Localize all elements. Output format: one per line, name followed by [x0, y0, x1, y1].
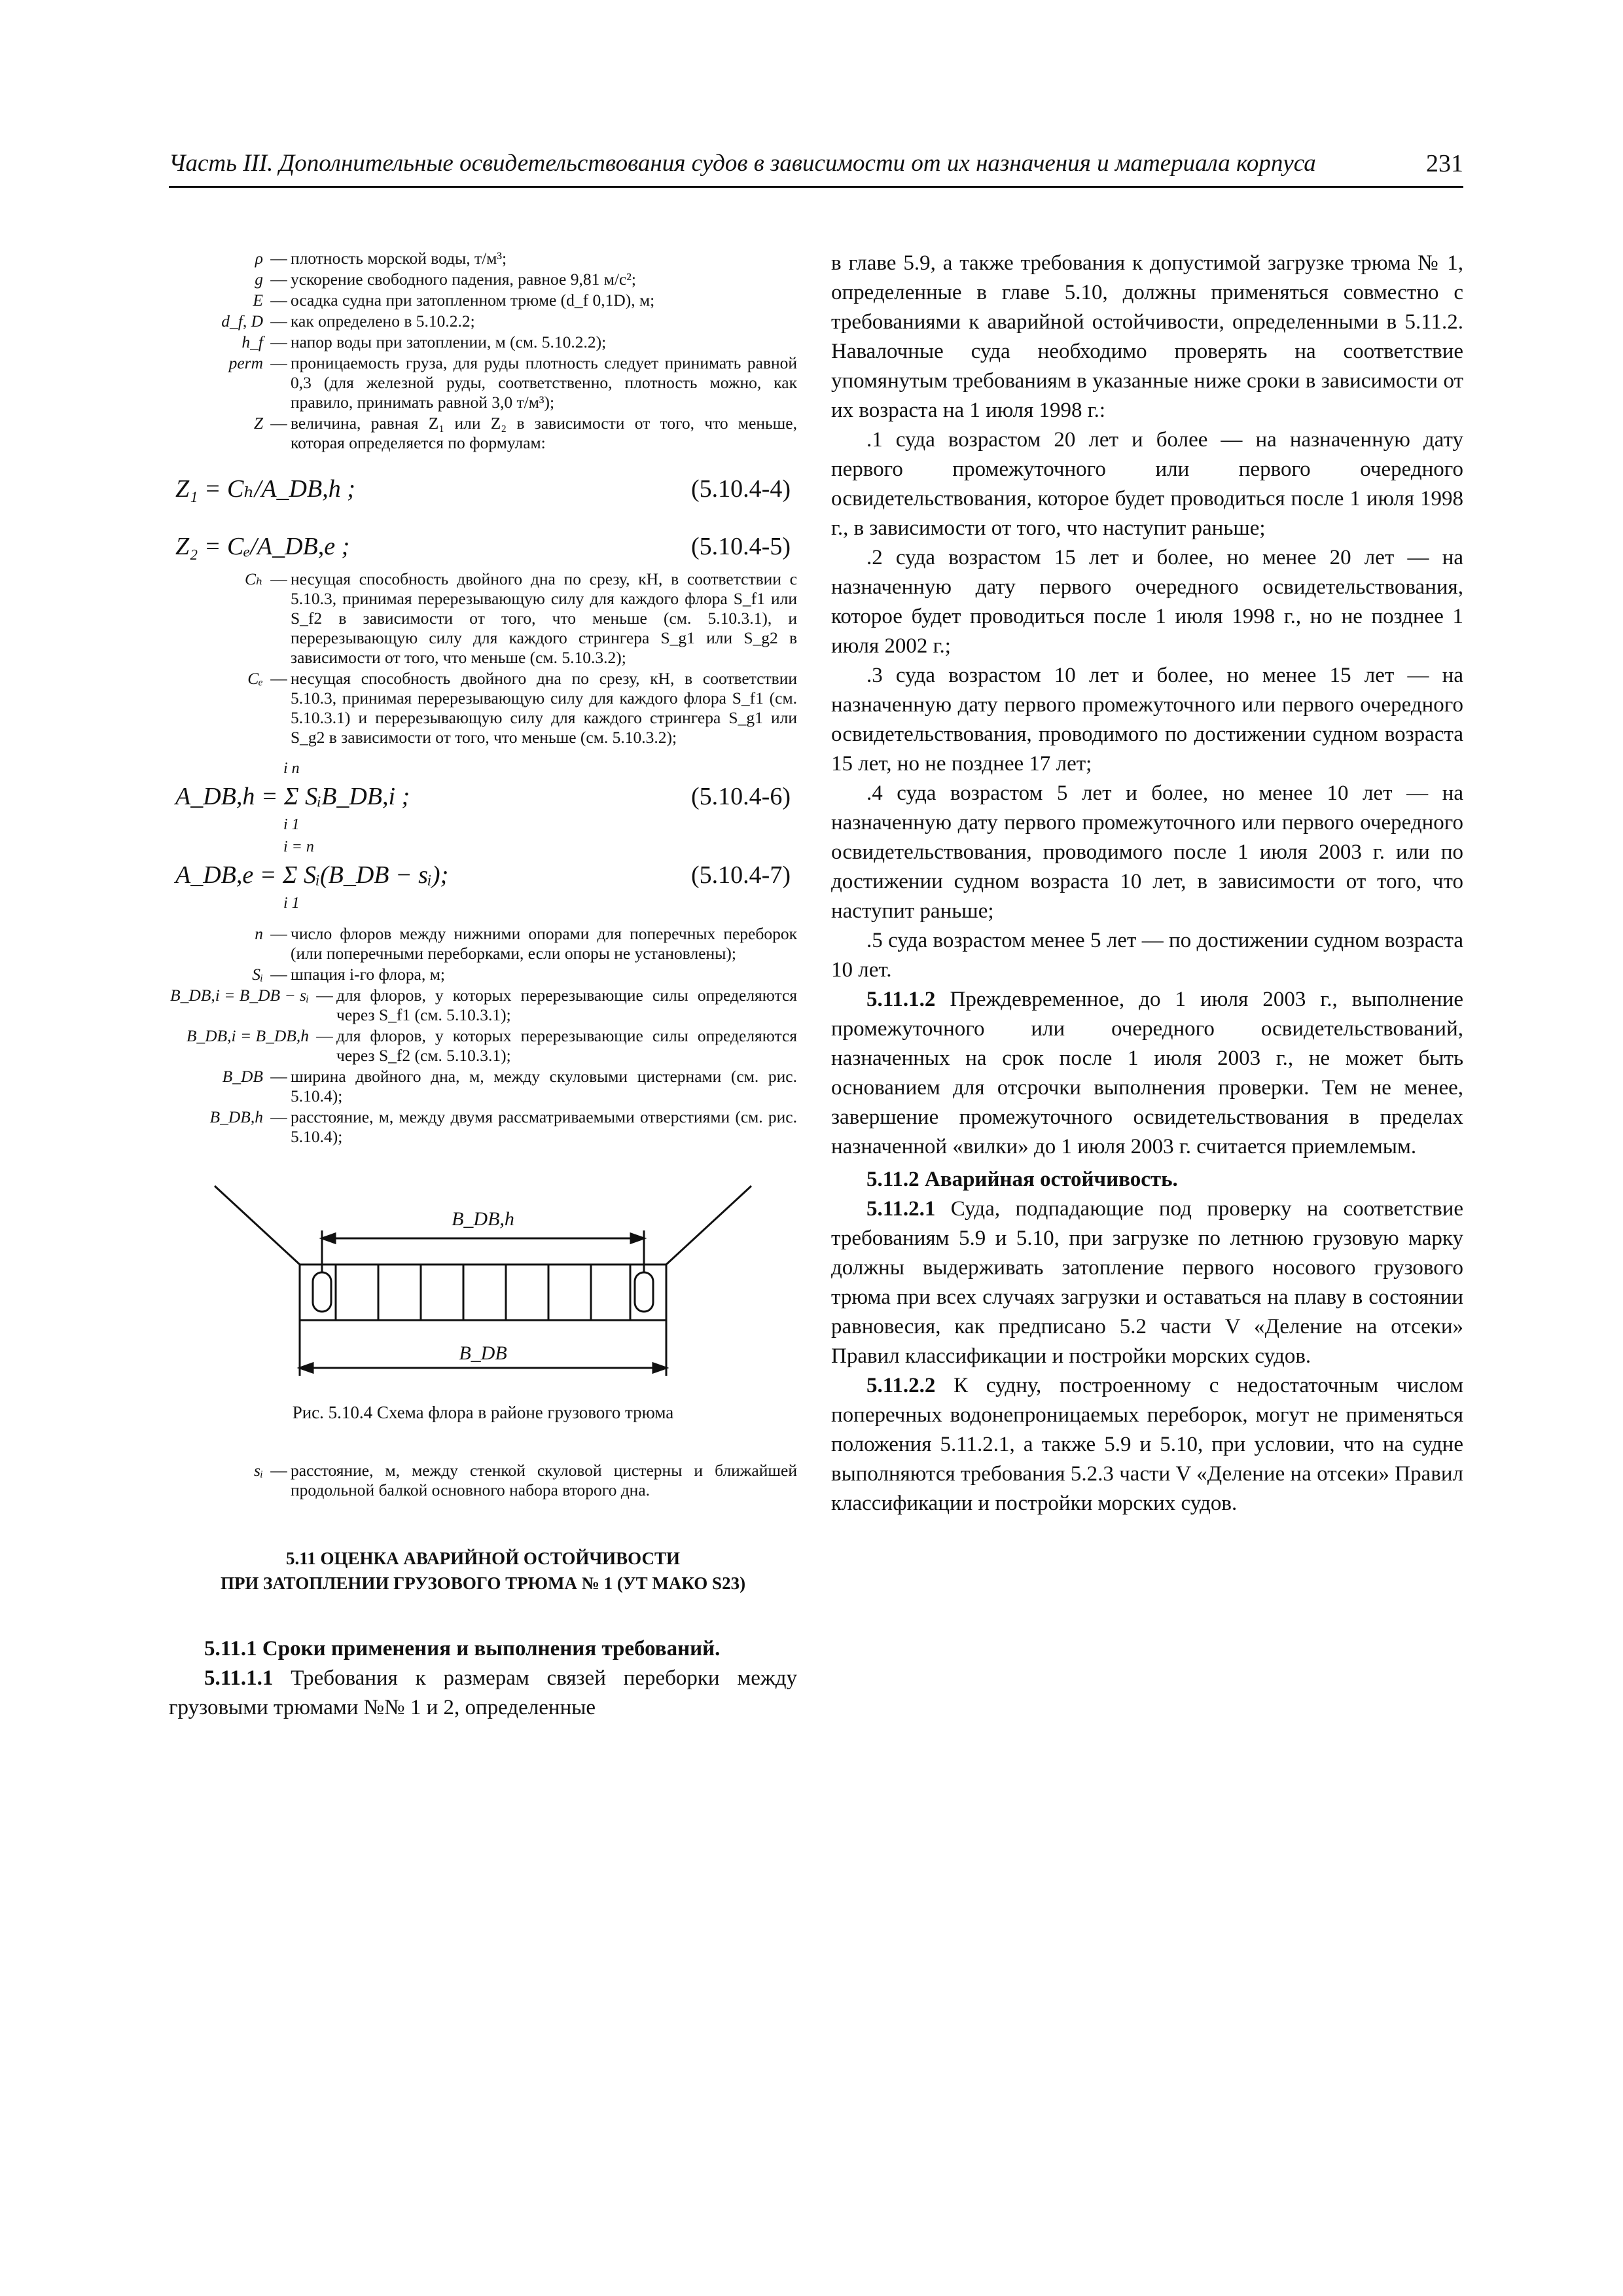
running-title: Часть III. Дополнительные освидетельствования судов в зависимости от их назначения и материала корпуса: [169, 150, 1316, 177]
paragraph-51112: 5.11.1.2 Преждевременное, до 1 июля 2003 г., выполнение промежуточного или очередного освидетельствований, назначенных на срок после 1 июля 2003 г., не может быть основанием для отсрочки выполнения проверки. Тем не менее, завершение промежуточного освидетельствования в пределах назначенной «вилки» до 1 июля 2003 г. считается приемлемым.: [831, 988, 1464, 1158]
definition-item: B_DB,i = B_DB,h — для флоров, у которых перерезывающие силы определяются через S_f2 (см. 5.10.3.1);: [186, 1026, 797, 1065]
definitions-mid: [169, 569, 797, 747]
dimension-label-bdbh: B_DB,h: [452, 1208, 514, 1230]
definition-item: perm — проницаемость груза, для руды плотность следует принимать равной 0,3 (для железной руды, соответственно, плотность можно, как правило, принимать равной 3,0 т/м³);: [228, 353, 797, 412]
definition-item: E — осадка судна при затопленном трюме (d_f 0,1D), м;: [253, 291, 655, 310]
definition-item: Cₑ — несущая способность двойного дна по срезу, кН, в соответствии 5.10.3, принимая перерезывающую силу для каждого флора S_f1 (см. 5.10.3.1) и перерезывающую силу для каждого стрингера S_g1 или S_g2 в зависимости от того, что меньше (см. 5.10.3.2);: [247, 669, 797, 747]
definitions-top: [169, 249, 797, 453]
subsection-5111: 5.11.1 Сроки применения и выполнения требований.: [204, 1637, 721, 1660]
definition-item: B_DB,h — расстояние, м, между двумя рассматриваемыми отверстиями (см. рис. 5.10.4);: [209, 1107, 797, 1146]
definition-item: B_DB,i = B_DB − sᵢ — для флоров, у которых перерезывающие силы определяются через S_f1 (см. 5.10.3.1);: [170, 986, 797, 1024]
paragraph-51111: 5.11.1.1 Требования к размерам связей переборки между грузовыми трюмами №№ 1 и 2, определенные: [169, 1666, 798, 1719]
definition-item: h_f — напор воды при затоплении, м (см. 5.10.2.2);: [241, 332, 607, 351]
list-item-4: .4 суда возрастом 5 лет и более, но менее 10 лет — на назначенную дату первого промежуточного или первого очередного освидетельствования, проводимого после 1 июля 2003 г. или по достижении судном возраста 10 лет, в зависимости от того, что наступит раньше;: [831, 781, 1463, 923]
floor-scheme-diagram: [169, 1160, 797, 1395]
definitions-bottom: [169, 924, 797, 1147]
definition-item: Z — величина, равная Z₁ или Z₂ в зависимости от того, что меньше, которая определяется по формулам:: [253, 414, 797, 452]
list-item-1: .1 суда возрастом 20 лет и более — на назначенную дату первого промежуточного или первого очередного освидетельствования, которое будет проводиться после 1 июля 1998 г., в зависимости от того, что наступит раньше;: [831, 428, 1463, 540]
dimension-label-bdb: B_DB: [459, 1342, 507, 1364]
left-column: [169, 249, 797, 2147]
formula-adbh: i n A_DB,h = Σ SᵢB_DB,i ; i 1 (5.10.4-6): [175, 760, 791, 833]
subsection-5112: 5.11.2 Аварийная остойчивость.: [866, 1168, 1178, 1191]
figure-floor-scheme: [169, 1160, 797, 1435]
list-item-2: .2 суда возрастом 15 лет и более, но менее 20 лет — на назначенную дату первого очередного освидетельствования, которое будет проводиться после 1 июля 1998 г., но не позднее 1 июля 2002 г.;: [831, 546, 1463, 658]
definition-si: [169, 1461, 797, 1500]
definition-item: n — число флоров между нижними опорами для поперечных переборок (или поперечными переборками, если опоры не установлены);: [255, 924, 797, 963]
page-number: 231: [1426, 150, 1463, 177]
definition-item: ρ — плотность морской воды, т/м³;: [255, 249, 507, 268]
list-item-3: .3 суда возрастом 10 лет и более, но менее 15 лет — на назначенную дату первого промежуточного или первого очередного освидетельствования, проводимого по достижении судном возраста 15 лет, но не позднее 17 лет;: [831, 664, 1463, 776]
right-column: [831, 249, 1463, 2147]
formula-z1: Z₁ = Cₕ/A_DB,h ; (5.10.4-4): [175, 475, 791, 503]
section-title: 5.11 ОЦЕНКА АВАРИЙНОЙ ОСТОЙЧИВОСТИ ПРИ ЗАТОПЛЕНИИ ГРУЗОВОГО ТРЮМА № 1 (УТ МАКО S23): [220, 1549, 746, 1593]
figure-caption: Рис. 5.10.4 Схема флора в районе грузового трюма: [292, 1403, 674, 1422]
definition-item: g — ускорение свободного падения, равное 9,81 м/с²;: [255, 270, 637, 289]
definition-item: sᵢ — расстояние, м, между стенкой скуловой цистерны и ближайшей продольной балкой основного набора второго дна.: [254, 1461, 797, 1499]
list-item-5: .5 суда возрастом менее 5 лет — по достижении судном возраста 10 лет.: [831, 929, 1463, 982]
definition-item: d_f, D — как определено в 5.10.2.2;: [221, 312, 475, 331]
formula-adbe: i = n A_DB,e = Σ Sᵢ(B_DB − sᵢ); i 1 (5.10.4-7): [175, 838, 791, 912]
paragraph-51121: 5.11.2.1 Суда, подпадающие под проверку на соответствие требованиям 5.9 и 5.10, при загрузке по летнюю грузовую марку должны выдерживать затопление первого носового грузового трюма при всех случаях загрузки и оставаться на плаву в состоянии равновесия, как предписано 5.2 части V «Деление на отсеки» Правил классификации и постройки морских судов.: [831, 1197, 1463, 1368]
paragraph-continuation: в главе 5.9, а также требования к допустимой загрузке трюма № 1, определенные в главе 5.10, должны применяться совместно с требованиями к аварийной остойчивости, определенными в 5.11.2. Навалочные суда необходимо проверять на соответствие упомянутым требованиям в указанные ниже сроки в зависимости от их возраста на 1 июля 1998 г.:: [831, 251, 1463, 422]
definition-item: Sᵢ — шпация i-го флора, м;: [252, 965, 445, 984]
definition-item: Cₕ — несущая способность двойного дна по срезу, кН, в соответствии с 5.10.3, принимая перерезывающую силу для каждого флора S_f1 или S_f2 в зависимости от того, что меньше (см. 5.10.3.1), и перерезывающую силу для каждого стрингера S_g1 или S_g2 в зависимости от того, что меньше (см. 5.10.3.2);: [244, 569, 797, 667]
formula-z2: Z₂ = Cₑ/A_DB,e ; (5.10.4-5): [175, 533, 791, 560]
definition-item: B_DB — ширина двойного дна, м, между скуловыми цистернами (см. рис. 5.10.4);: [222, 1067, 797, 1105]
paragraph-51122: 5.11.2.2 К судну, построенному с недостаточным числом поперечных водонепроницаемых переборок, могут не применяться положения 5.11.2.1, а также 5.9 и 5.10, при условии, что на судне выполняются требования 5.2.3 части V «Деление на отсеки» Правил классификации и постройки морских судов.: [831, 1374, 1464, 1515]
running-header: [169, 145, 1463, 188]
